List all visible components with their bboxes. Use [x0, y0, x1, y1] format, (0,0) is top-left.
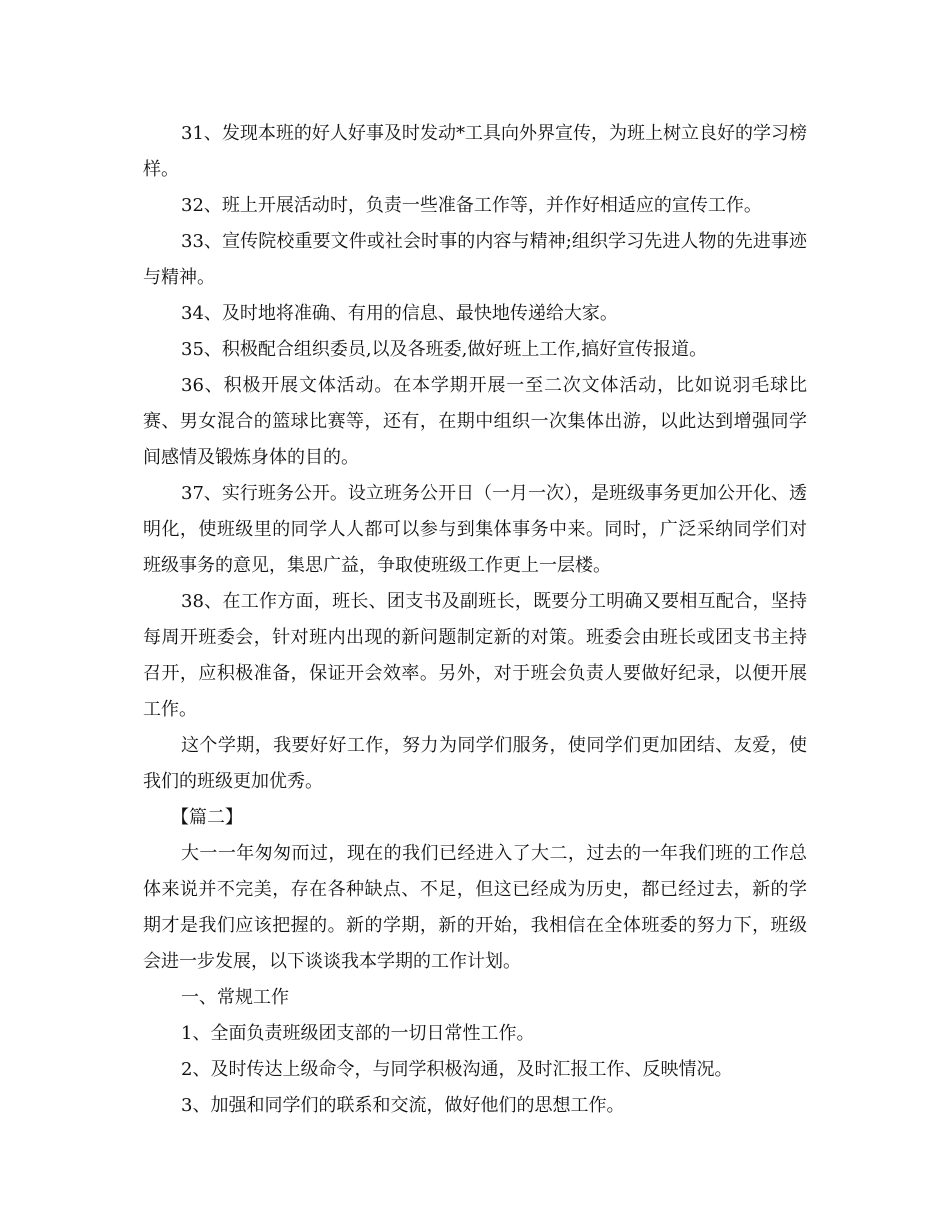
- paragraph-32: 32、班上开展活动时，负责一些准备工作等，并作好相适应的宣传工作。: [181, 195, 762, 216]
- paragraph-38: 38、在工作方面，班长、团支书及副班长，既要分工明确又要相互配合，坚持每周开班委会，针对班内出现的新问题制定新的对策。班委会由班长或团支书主持召开，应积极准备，保证开会效率。另外，对于班会负责人要做好纪录，以便开展工作。: [143, 591, 807, 720]
- list-item-3: 3、加强和同学们的联系和交流，做好他们的思想工作。: [181, 1095, 625, 1116]
- paragraph-36: 36、积极开展文体活动。在本学期开展一至二次文体活动，比如说羽毛球比赛、男女混合的篮球比赛等，还有，在期中组织一次集体出游，以此达到增强同学间感情及锻炼身体的目的。: [143, 375, 807, 468]
- document-page: [143, 116, 807, 1124]
- paragraph-33: 33、宣传院校重要文件或社会时事的内容与精神;组织学习先进人物的先进事迹与精神。: [143, 231, 807, 288]
- closing-paragraph: 这个学期，我要好好工作，努力为同学们服务，使同学们更加团结、友爱，使我们的班级更加优秀。: [143, 735, 807, 792]
- section-heading: 【篇二】: [171, 807, 243, 828]
- list-item-2: 2、及时传达上级命令，与同学积极沟通，及时汇报工作、反映情况。: [181, 1059, 733, 1080]
- paragraph-37: 37、实行班务公开。设立班务公开日（一月一次），是班级事务更加公开化、透明化，使班级里的同学人人都可以参与到集体事务中来。同时，广泛采纳同学们对班级事务的意见，集思广益，争取使班级工作更上一层楼。: [143, 483, 807, 576]
- paragraph-35: 35、积极配合组织委员,以及各班委,做好班上工作,搞好宣传报道。: [181, 339, 708, 360]
- section-intro-paragraph: 大一一年匆匆而过，现在的我们已经进入了大二，过去的一年我们班的工作总体来说并不完美，存在各种缺点、不足，但这已经成为历史，都已经过去，新的学期才是我们应该把握的。新的学期，新的开始，我相信在全体班委的努力下，班级会进一步发展，以下谈谈我本学期的工作计划。: [143, 843, 807, 972]
- subheading-routine-work: 一、常规工作: [181, 987, 289, 1008]
- list-item-1: 1、全面负责班级团支部的一切日常性工作。: [181, 1023, 535, 1044]
- paragraph-31: 31、发现本班的好人好事及时发动*工具向外界宣传，为班上树立良好的学习榜样。: [143, 123, 807, 180]
- paragraph-34: 34、及时地将准确、有用的信息、最快地传递给大家。: [181, 303, 618, 324]
